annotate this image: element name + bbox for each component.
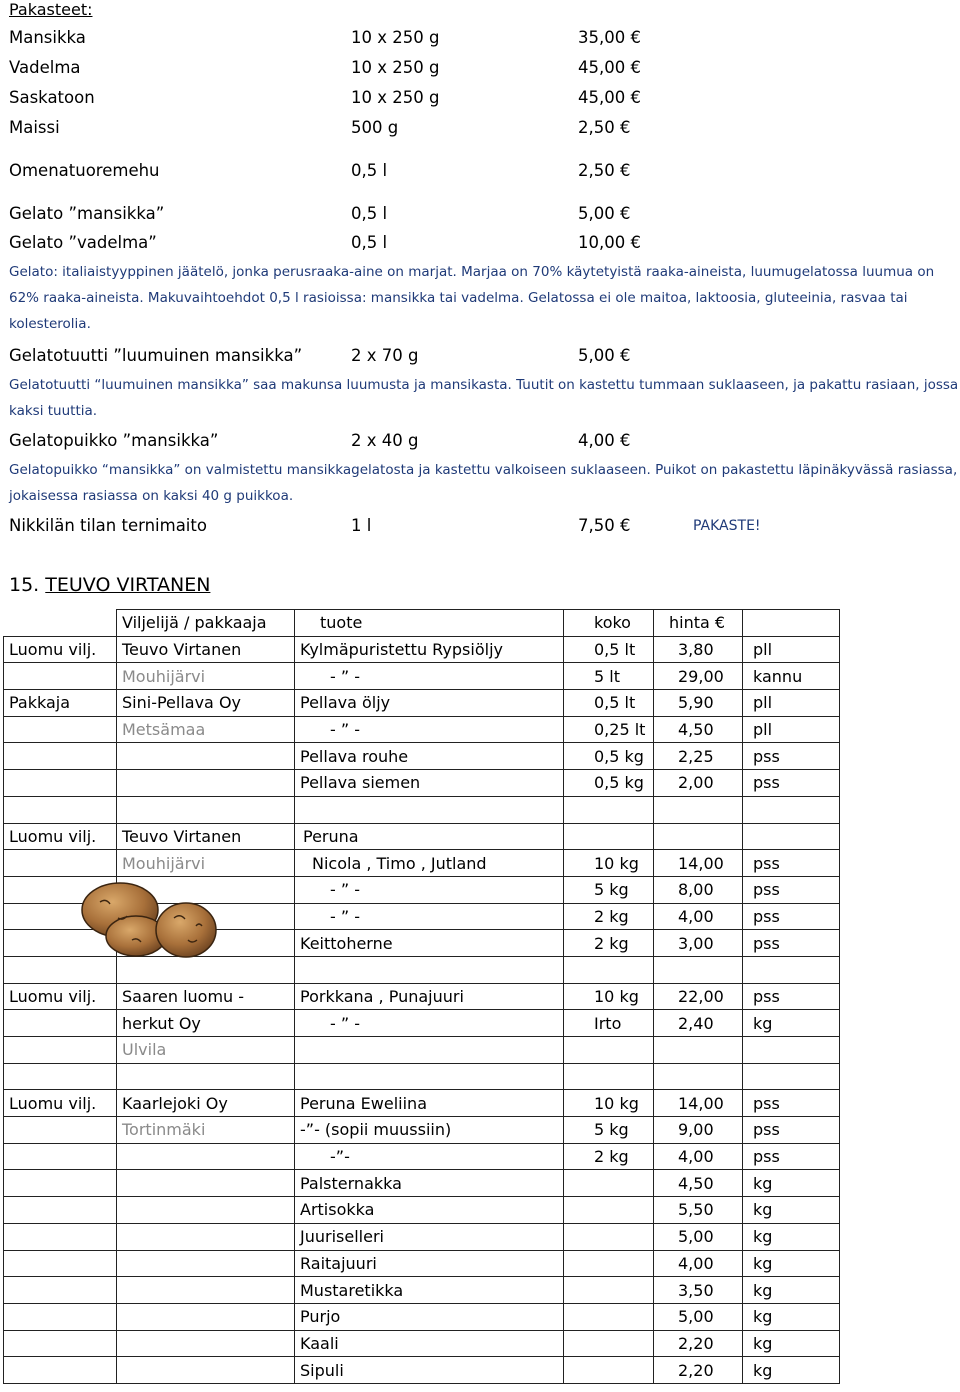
table-cell: Pakkaja: [4, 690, 117, 717]
table-cell: [117, 1170, 295, 1197]
table-cell: [654, 956, 743, 983]
product-price: 5,00 €: [578, 204, 631, 223]
table-cell: [4, 1277, 117, 1304]
table-row: [4, 1037, 840, 1064]
table-cell: [4, 1303, 117, 1330]
table-cell: [564, 796, 654, 823]
table-cell: [4, 1063, 117, 1090]
section-number: 15.: [9, 574, 40, 596]
table-cell: [4, 850, 117, 877]
product-price: 7,50 €: [578, 516, 631, 535]
table-cell: [4, 743, 117, 770]
product-size: 500 g: [351, 118, 399, 137]
table-cell: kg: [743, 1197, 840, 1224]
table-cell: Mouhijärvi: [117, 850, 295, 877]
table-cell: - ” -: [295, 903, 564, 930]
table-cell: [4, 1223, 117, 1250]
table-cell: [4, 1170, 117, 1197]
table-cell: 29,00: [654, 663, 743, 690]
table-row: [4, 983, 840, 1010]
table-row: [4, 1063, 840, 1090]
table-cell: -”- (sopii muussiin): [295, 1117, 564, 1144]
product-name: Gelato ”mansikka”: [9, 204, 165, 223]
product-size: 0,5 l: [351, 233, 388, 252]
table-cell: Luomu vilj.: [4, 823, 117, 850]
table-cell: kg: [743, 1223, 840, 1250]
table-cell: [564, 1063, 654, 1090]
table-cell: Palsternakka: [295, 1170, 564, 1197]
table-cell: kg: [743, 1170, 840, 1197]
table-row: [4, 690, 840, 717]
product-price: 5,00 €: [578, 346, 631, 365]
table-cell: 3,00: [654, 930, 743, 957]
table-cell: [117, 1250, 295, 1277]
table-cell: 5,90: [654, 690, 743, 717]
table-cell: [4, 1250, 117, 1277]
product-size: 0,5 l: [351, 204, 388, 223]
table-cell: Kaarlejoki Oy: [117, 1090, 295, 1117]
table-cell: [743, 796, 840, 823]
table-row: [4, 956, 840, 983]
table-cell: Porkkana , Punajuuri: [295, 983, 564, 1010]
table-cell: [117, 1197, 295, 1224]
table-cell: 5 kg: [564, 1117, 654, 1144]
table-row: [4, 1117, 840, 1144]
table-header-row: [4, 610, 840, 637]
table-cell: [564, 956, 654, 983]
table-cell: pss: [743, 743, 840, 770]
table-cell: [4, 1357, 117, 1384]
table-cell: [564, 1037, 654, 1064]
tuutti-description: Gelatotuutti “luumuinen mansikka” saa makunsa luumusta ja mansikasta. Tuutit on kastettu tummaan suklaaseen, ja pakattu rasiaan, jossa kaksi tuuttia.: [9, 377, 959, 419]
table-row: [4, 770, 840, 797]
table-cell: Metsämaa: [117, 716, 295, 743]
table-cell: 5 lt: [564, 663, 654, 690]
table-cell: Tortinmäki: [117, 1117, 295, 1144]
table-row: [4, 636, 840, 663]
section-heading: [9, 574, 210, 596]
table-cell: 0,5 kg: [564, 743, 654, 770]
table-row: [4, 1090, 840, 1117]
table-row: [4, 1357, 840, 1384]
table-cell: - ” -: [295, 663, 564, 690]
table-cell: 8,00: [654, 876, 743, 903]
table-cell: Saaren luomu -: [117, 983, 295, 1010]
table-cell: [4, 1117, 117, 1144]
table-row: [4, 1223, 840, 1250]
table-cell: Mustaretikka: [295, 1277, 564, 1304]
table-cell: kg: [743, 1357, 840, 1384]
table-cell: kg: [743, 1010, 840, 1037]
product-name: Omenatuoremehu: [9, 161, 160, 180]
product-size: 10 x 250 g: [351, 28, 440, 47]
table-cell: [564, 1330, 654, 1357]
table-cell: [117, 1357, 295, 1384]
table-cell: [743, 823, 840, 850]
table-cell: pss: [743, 770, 840, 797]
table-cell: Luomu vilj.: [4, 983, 117, 1010]
header-cell: [4, 610, 117, 637]
table-cell: 14,00: [654, 1090, 743, 1117]
table-cell: - ” -: [295, 1010, 564, 1037]
table-cell: pss: [743, 903, 840, 930]
table-row: [4, 1277, 840, 1304]
table-cell: [117, 770, 295, 797]
table-cell: [4, 1143, 117, 1170]
table-cell: Pellava rouhe: [295, 743, 564, 770]
table-cell: Mouhijärvi: [117, 663, 295, 690]
table-cell: Sini-Pellava Oy: [117, 690, 295, 717]
table-cell: [4, 796, 117, 823]
producer-table: [3, 609, 840, 1384]
table-cell: pss: [743, 930, 840, 957]
table-cell: 4,50: [654, 716, 743, 743]
table-cell: 0,25 lt: [564, 716, 654, 743]
table-cell: [4, 1037, 117, 1064]
table-cell: [295, 1037, 564, 1064]
table-cell: [743, 1037, 840, 1064]
table-cell: Kylmäpuristettu Rypsiöljy: [295, 636, 564, 663]
table-cell: [117, 1223, 295, 1250]
table-cell: 4,50: [654, 1170, 743, 1197]
table-cell: Raitajuuri: [295, 1250, 564, 1277]
section-title: TEUVO VIRTANEN: [45, 574, 211, 596]
table-cell: Pellava öljy: [295, 690, 564, 717]
product-name: Maissi: [9, 118, 60, 137]
header-cell: Viljelijä / pakkaaja: [117, 610, 295, 637]
table-cell: pss: [743, 850, 840, 877]
table-cell: [564, 1357, 654, 1384]
table-cell: 2,20: [654, 1357, 743, 1384]
table-cell: 5,50: [654, 1197, 743, 1224]
table-cell: Irto: [564, 1010, 654, 1037]
table-cell: 3,80: [654, 636, 743, 663]
table-cell: pss: [743, 1143, 840, 1170]
table-cell: Ulvila: [117, 1037, 295, 1064]
table-cell: 2,00: [654, 770, 743, 797]
table-cell: pll: [743, 690, 840, 717]
table-cell: [4, 663, 117, 690]
table-cell: [743, 1063, 840, 1090]
product-size: 2 x 40 g: [351, 431, 419, 450]
header-cell: koko: [564, 610, 654, 637]
table-row: [4, 1330, 840, 1357]
table-cell: Keittoherne: [295, 930, 564, 957]
table-cell: Peruna: [295, 823, 564, 850]
product-name: Gelatopuikko ”mansikka”: [9, 431, 219, 450]
gelato-description: Gelato: italiaistyyppinen jäätelö, jonka perusraaka-aine on marjat. Marjaa on 70% käytetyistä raaka-aineista, luumugelatossa luumua on 62% raaka-aineista. Makuvaihtoehdot 0,5 l rasioissa: mansikka tai vadelma. Gelatossa ei ole maitoa, laktoosia, gluteeinia, rasvaa tai kolesterolia.: [9, 264, 935, 332]
header-cell: [743, 610, 840, 637]
table-row: [4, 663, 840, 690]
potato-illustration: [78, 878, 218, 960]
table-cell: 3,50: [654, 1277, 743, 1304]
table-cell: [295, 796, 564, 823]
table-cell: 10 kg: [564, 983, 654, 1010]
table-cell: [117, 796, 295, 823]
table-cell: [564, 1277, 654, 1304]
table-cell: kg: [743, 1330, 840, 1357]
table-cell: Nicola , Timo , Jutland: [295, 850, 564, 877]
product-price: 2,50 €: [578, 118, 631, 137]
table-cell: 4,00: [654, 1250, 743, 1277]
table-cell: [654, 823, 743, 850]
table-cell: [4, 1197, 117, 1224]
table-row: [4, 823, 840, 850]
table-cell: [117, 956, 295, 983]
table-cell: [117, 1330, 295, 1357]
product-name: Nikkilän tilan ternimaito: [9, 516, 207, 535]
table-cell: 2 kg: [564, 1143, 654, 1170]
table-cell: Artisokka: [295, 1197, 564, 1224]
table-row: [4, 716, 840, 743]
table-cell: kg: [743, 1277, 840, 1304]
table-cell: [117, 1143, 295, 1170]
table-cell: 14,00: [654, 850, 743, 877]
table-cell: [295, 1063, 564, 1090]
table-cell: - ” -: [295, 716, 564, 743]
table-cell: 0,5 lt: [564, 690, 654, 717]
table-cell: kg: [743, 1250, 840, 1277]
table-cell: 2,25: [654, 743, 743, 770]
table-cell: 5,00: [654, 1303, 743, 1330]
table-cell: 4,00: [654, 1143, 743, 1170]
table-cell: [4, 716, 117, 743]
table-cell: Kaali: [295, 1330, 564, 1357]
table-cell: pss: [743, 1090, 840, 1117]
table-cell: Sipuli: [295, 1357, 564, 1384]
table-cell: [564, 823, 654, 850]
table-cell: Teuvo Virtanen: [117, 823, 295, 850]
table-cell: 2 kg: [564, 903, 654, 930]
table-cell: [4, 956, 117, 983]
product-price: 45,00 €: [578, 88, 641, 107]
table-cell: 9,00: [654, 1117, 743, 1144]
table-cell: [654, 796, 743, 823]
table-cell: 10 kg: [564, 1090, 654, 1117]
table-cell: kannu: [743, 663, 840, 690]
table-cell: 0,5 kg: [564, 770, 654, 797]
table-cell: pll: [743, 636, 840, 663]
product-name: Vadelma: [9, 58, 81, 77]
product-price: 45,00 €: [578, 58, 641, 77]
table-cell: Juuriselleri: [295, 1223, 564, 1250]
table-cell: [654, 1063, 743, 1090]
puikko-description: Gelatopuikko “mansikka” on valmistettu mansikkagelatosta ja kastettu valkoiseen suklaaseen. Puikot on pakastettu läpinäkyvässä rasiassa, jokaisessa rasiassa on kaksi 40 g puikkoa.: [9, 462, 958, 504]
product-name: Mansikka: [9, 28, 86, 47]
table-row: [4, 743, 840, 770]
page-heading: Pakasteet:: [9, 0, 93, 19]
frozen-note: PAKASTE!: [693, 518, 761, 534]
table-cell: [564, 1303, 654, 1330]
table-cell: 0,5 lt: [564, 636, 654, 663]
table-row: [4, 1010, 840, 1037]
table-cell: - ” -: [295, 876, 564, 903]
table-cell: [564, 1197, 654, 1224]
product-name: Saskatoon: [9, 88, 95, 107]
product-size: 1 l: [351, 516, 372, 535]
table-row: [4, 1303, 840, 1330]
table-cell: 2,20: [654, 1330, 743, 1357]
table-cell: [295, 956, 564, 983]
table-cell: 5 kg: [564, 876, 654, 903]
product-name: Gelatotuutti ”luumuinen mansikka”: [9, 346, 303, 365]
product-size: 0,5 l: [351, 161, 388, 180]
table-cell: pss: [743, 1117, 840, 1144]
table-cell: pss: [743, 983, 840, 1010]
table-cell: [117, 1063, 295, 1090]
table-cell: [564, 1223, 654, 1250]
table-cell: Pellava siemen: [295, 770, 564, 797]
table-cell: Purjo: [295, 1303, 564, 1330]
table-cell: 2,40: [654, 1010, 743, 1037]
table-cell: pss: [743, 876, 840, 903]
table-cell: [117, 1303, 295, 1330]
table-cell: Peruna Eweliina: [295, 1090, 564, 1117]
product-price: 4,00 €: [578, 431, 631, 450]
header-cell: hinta €: [654, 610, 743, 637]
table-cell: pll: [743, 716, 840, 743]
table-cell: [117, 1277, 295, 1304]
table-cell: 4,00: [654, 903, 743, 930]
product-name: Gelato ”vadelma”: [9, 233, 157, 252]
table-row: [4, 1197, 840, 1224]
table-cell: Luomu vilj.: [4, 636, 117, 663]
table-cell: [743, 956, 840, 983]
table-cell: kg: [743, 1303, 840, 1330]
table-cell: [4, 770, 117, 797]
table-cell: Luomu vilj.: [4, 1090, 117, 1117]
product-price: 35,00 €: [578, 28, 641, 47]
product-size: 10 x 250 g: [351, 58, 440, 77]
table-cell: -”-: [295, 1143, 564, 1170]
table-cell: [4, 1330, 117, 1357]
product-size: 2 x 70 g: [351, 346, 419, 365]
table-row: [4, 1170, 840, 1197]
table-row: [4, 796, 840, 823]
table-cell: [564, 1250, 654, 1277]
table-row: [4, 850, 840, 877]
table-cell: [4, 1010, 117, 1037]
table-cell: Teuvo Virtanen: [117, 636, 295, 663]
table-cell: [654, 1037, 743, 1064]
table-cell: 5,00: [654, 1223, 743, 1250]
table-cell: 22,00: [654, 983, 743, 1010]
table-row: [4, 1143, 840, 1170]
table-row: [4, 1250, 840, 1277]
product-price: 10,00 €: [578, 233, 641, 252]
table-cell: 2 kg: [564, 930, 654, 957]
table-cell: [564, 1170, 654, 1197]
table-cell: herkut Oy: [117, 1010, 295, 1037]
product-price: 2,50 €: [578, 161, 631, 180]
header-cell: tuote: [295, 610, 564, 637]
table-cell: [117, 743, 295, 770]
product-size: 10 x 250 g: [351, 88, 440, 107]
table-cell: 10 kg: [564, 850, 654, 877]
